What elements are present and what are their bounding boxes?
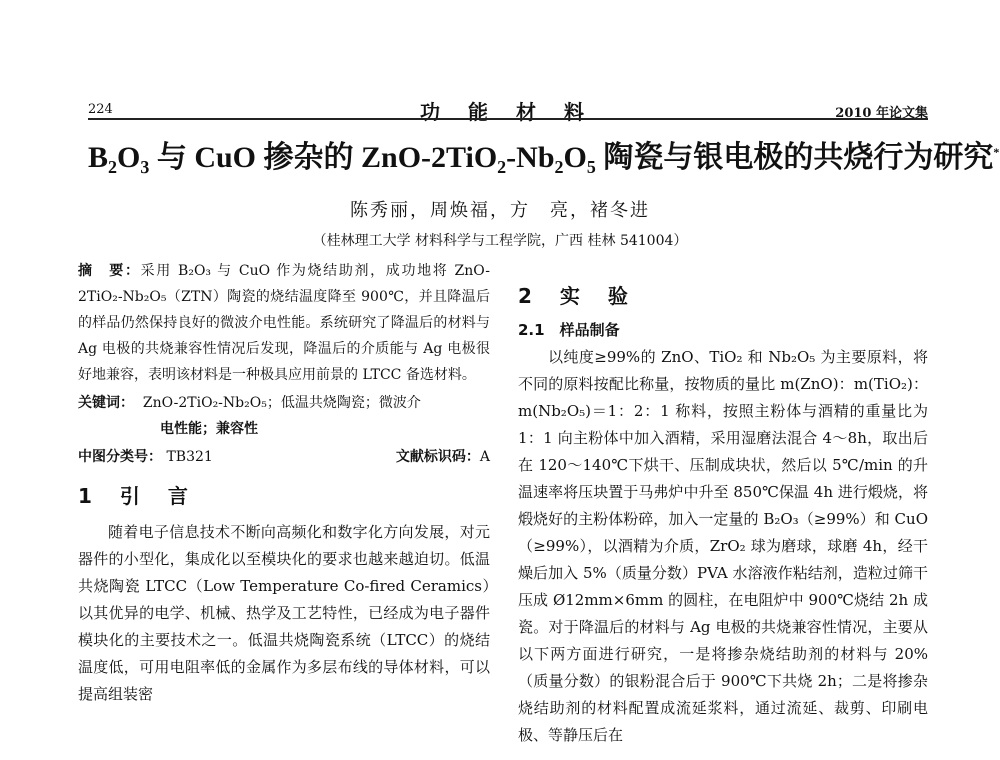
doc-code-label: 文献标识码： (395, 449, 480, 465)
keywords (78, 390, 490, 442)
affiliation: （桂林理工大学 材料科学与工程学院，广西 桂林 541004） (312, 233, 688, 249)
issue-label: 2010 年论文集 (835, 106, 928, 121)
section-heading-intro: 1 引 言 (78, 484, 192, 508)
paper-title: B₂O₃ 与 CuO 掺杂的 ZnO-2TiO₂-Nb₂O₅ 陶瓷与银电极的共烧行为研究* (88, 141, 1000, 174)
abstract-text: 采用 B₂O₃ 与 CuO 作为烧结助剂，成功地将 ZnO-2TiO₂-Nb₂O₅（ZTN）陶瓷的烧结温度降至 900℃，并且降温后的样品仍然保持良好的微波介电性能。系统研究了降温后的材料与 Ag 电极的共烧兼容性情况后发现，降温后的介质能与 Ag 电极很好地兼容，表明该材料是一种极具应用前景的 LTCC 备选材料。 (78, 263, 490, 383)
header-rule (88, 118, 928, 120)
authors: 陈秀丽，周焕福，方 亮，褚冬进 (350, 200, 650, 221)
abstract (78, 258, 490, 388)
classification-row (78, 444, 490, 470)
abstract-label: 摘 要： (78, 263, 141, 279)
clc-value: TB321 (166, 449, 213, 465)
keywords-line1: ZnO-2TiO₂-Nb₂O₅；低温共烧陶瓷；微波介 (142, 395, 421, 411)
keywords-line2: 电性能；兼容性 (160, 421, 258, 437)
journal-title: 功能材料 (420, 100, 612, 124)
title-footnote-mark: * (993, 145, 1000, 159)
intro-paragraph: 随着电子信息技术不断向高频化和数字化方向发展，对元器件的小型化，集成化以至模块化的要求也越来越迫切。低温共烧陶瓷 LTCC（Low Temperature Co-fired Ceramics）以其优异的电学、机械、热学及工艺特性，已经成为电子器件模块化的主要技术之一。低温共烧陶瓷系统（LTCC）的烧结温度低，可用电阻率低的金属作为多层布线的导体材料，可以提高组装密 (78, 523, 490, 703)
subsection-heading-sample-prep: 2.1 样品制备 (518, 321, 620, 339)
right-column (518, 270, 928, 749)
keywords-label: 关键词： (78, 395, 134, 411)
page-number: 224 (88, 102, 113, 117)
left-column (78, 258, 490, 708)
doc-code-value: A (479, 449, 490, 465)
experiment-paragraph: 以纯度≥99%的 ZnO、TiO₂ 和 Nb₂O₅ 为主要原料，将不同的原料按配比称量，按物质的量比 m(ZnO)：m(TiO₂)：m(Nb₂O₅)＝1：2：1 称料，按照主粉体与酒精的重量比为 1：1 向主粉体中加入酒精，采用湿磨法混合 4～8h，取出后在 120～140℃下烘干、压制成块状，然后以 5℃/min 的升温速率将压块置于马弗炉中升至 850℃保温 4h 进行煅烧，将煅烧好的主粉体粉碎，加入一定量的 B₂O₃（≥99%）和 CuO（≥99%），以酒精为介质，ZrO₂ 球为磨球，球磨 4h，经干燥后加入 5%（质量分数）PVA 水溶液作粘结剂，造粒过筛干压成 Ø12mm×6mm 的圆柱，在电阻炉中 900℃烧结 2h 成瓷。对于降温后的材料与 Ag 电极的共烧兼容性情况，主要从以下两方面进行研究，一是将掺杂烧结助剂的材料与 20%（质量分数）的银粉混合后于 900℃下共烧 2h；二是将掺杂烧结助剂的材料配置成流延浆料，通过流延、裁剪、印刷电极、等静压后在 (518, 348, 928, 744)
clc-label: 中图分类号： (78, 449, 162, 465)
section-heading-experiment: 2 实 验 (518, 284, 632, 308)
